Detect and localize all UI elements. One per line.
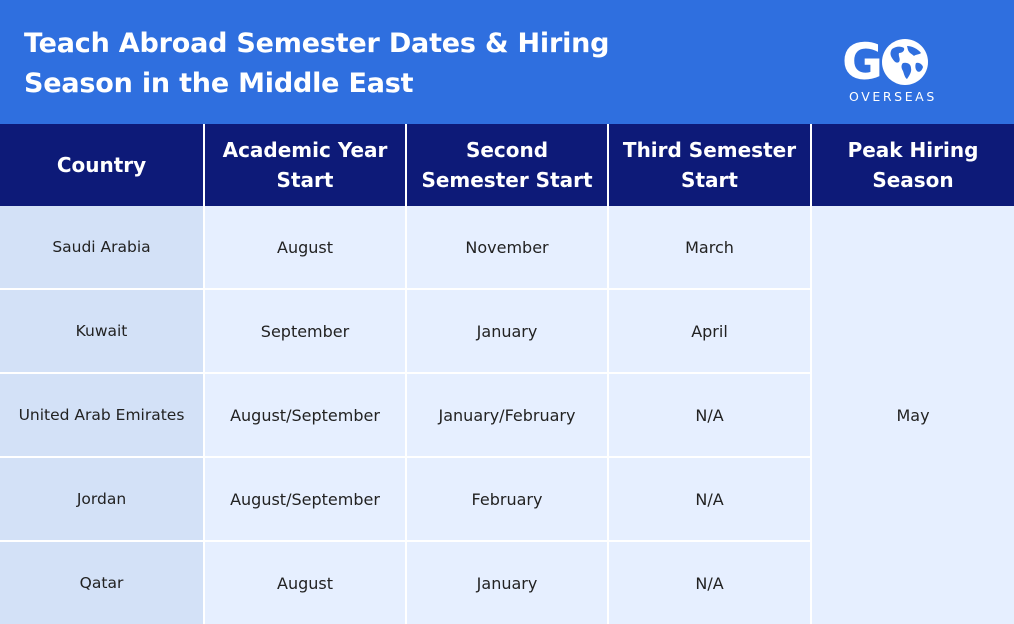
column-header-academic-year-start: Academic Year Start [204, 124, 406, 206]
second-semester-start-cell: January [406, 541, 608, 624]
country-cell: Kuwait [0, 289, 204, 373]
second-semester-start-cell: November [406, 206, 608, 289]
page-title [24, 24, 664, 104]
logo-letter: G [842, 33, 882, 91]
country-cell: Qatar [0, 541, 204, 624]
second-semester-start-cell: February [406, 457, 608, 541]
table-header-row [0, 124, 1014, 206]
go-overseas-logo [842, 33, 954, 108]
country-cell: Saudi Arabia [0, 206, 204, 289]
column-header-second-semester-start: Second Semester Start [406, 124, 608, 206]
peak-hiring-season-cell: May [811, 206, 1014, 624]
country-cell: Jordan [0, 457, 204, 541]
semester-dates-table [0, 124, 1014, 624]
academic-year-start-cell: August [204, 541, 406, 624]
column-header-third-semester-start: Third Semester Start [608, 124, 811, 206]
academic-year-start-cell: September [204, 289, 406, 373]
title-line-1: Teach Abroad Semester Dates & Hiring [24, 28, 610, 59]
academic-year-start-cell: August [204, 206, 406, 289]
academic-year-start-cell: August/September [204, 373, 406, 457]
third-semester-start-cell: N/A [608, 373, 811, 457]
country-cell: United Arab Emirates [0, 373, 204, 457]
column-header-peak-hiring-season: Peak Hiring Season [811, 124, 1014, 206]
second-semester-start-cell: January [406, 289, 608, 373]
globe-icon [879, 36, 931, 88]
academic-year-start-cell: August/September [204, 457, 406, 541]
third-semester-start-cell: March [608, 206, 811, 289]
column-header-country: Country [0, 124, 204, 206]
table-row [0, 206, 1014, 289]
third-semester-start-cell: N/A [608, 457, 811, 541]
second-semester-start-cell: January/February [406, 373, 608, 457]
third-semester-start-cell: April [608, 289, 811, 373]
logo-mark [842, 33, 931, 91]
title-line-2: Season in the Middle East [24, 68, 414, 99]
logo-wordmark: OVERSEAS [849, 89, 937, 104]
third-semester-start-cell: N/A [608, 541, 811, 624]
title-banner [0, 0, 1014, 124]
